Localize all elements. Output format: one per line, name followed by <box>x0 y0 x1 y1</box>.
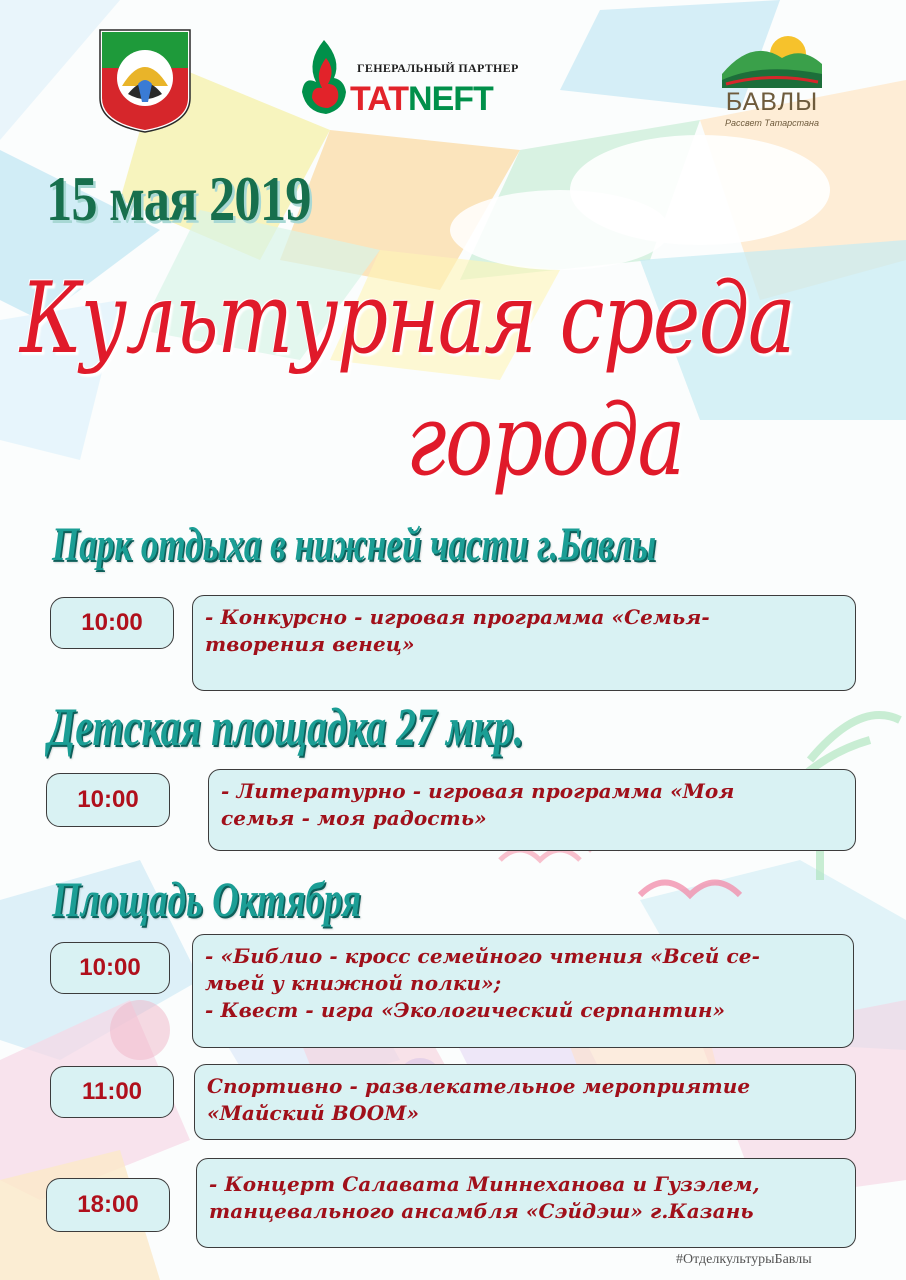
bavly-tagline: Рассвет Татарстана <box>725 118 819 128</box>
event-description-line: - Литературно - игровая программа «Моя <box>221 779 735 803</box>
partner-name-part1: TAT <box>350 80 409 118</box>
general-partner-label: ГЕНЕРАЛЬНЫЙ ПАРТНЕР <box>357 61 519 75</box>
event-description-box <box>196 1158 856 1248</box>
hashtag-footer: #ОтделкультурыБавлы <box>676 1252 812 1267</box>
event-description-line: семья - моя радость» <box>221 806 487 830</box>
poster-title-line2: города <box>406 384 684 498</box>
bavly-hills-logo <box>722 28 822 88</box>
coat-of-arms-logo <box>98 28 192 134</box>
section-title-playground: Детская площадка 27 мкр. <box>48 697 524 757</box>
event-description-box <box>192 934 854 1048</box>
event-time-badge: 10:00 <box>50 942 170 994</box>
tatneft-flame-logo <box>300 40 348 116</box>
event-time-badge: 11:00 <box>50 1066 174 1118</box>
event-description-line: мьей у книжной полки»; <box>205 971 502 995</box>
event-description-line: «Майский BOOM» <box>207 1101 420 1125</box>
event-description-box <box>208 769 856 851</box>
event-description-line: - Квест - игра «Экологический серпантин» <box>205 998 726 1022</box>
partner-name <box>350 82 493 116</box>
event-time-badge: 18:00 <box>46 1178 170 1232</box>
bavly-name: БАВЛЫ <box>725 88 819 116</box>
event-description-line: - «Библио - кросс семейного чтения «Всей се- <box>205 944 761 968</box>
event-time-badge: 10:00 <box>46 773 170 827</box>
section-title-park: Парк отдыха в нижней части г.Бавлы <box>52 518 657 571</box>
event-description-box <box>194 1064 856 1140</box>
event-description-line: танцевального ансамбля «Сэйдэш» г.Казань <box>209 1199 754 1223</box>
event-description-line: творения венец» <box>205 632 415 656</box>
poster-title-line1: Культурная среда <box>20 262 795 376</box>
event-description-line: Спортивно - развлекательное мероприятие <box>207 1074 751 1098</box>
event-date: 15 мая 2019 <box>46 163 311 234</box>
partner-name-part2: NEFT <box>408 80 493 118</box>
section-title-october-square: Площадь Октября <box>52 871 361 927</box>
event-time-badge: 10:00 <box>50 597 174 649</box>
event-description-box <box>192 595 856 691</box>
event-description-line: - Конкурсно - игровая программа «Семья- <box>205 605 710 629</box>
event-description-line: - Концерт Салавата Миннеханова и Гузэлем, <box>209 1172 760 1196</box>
